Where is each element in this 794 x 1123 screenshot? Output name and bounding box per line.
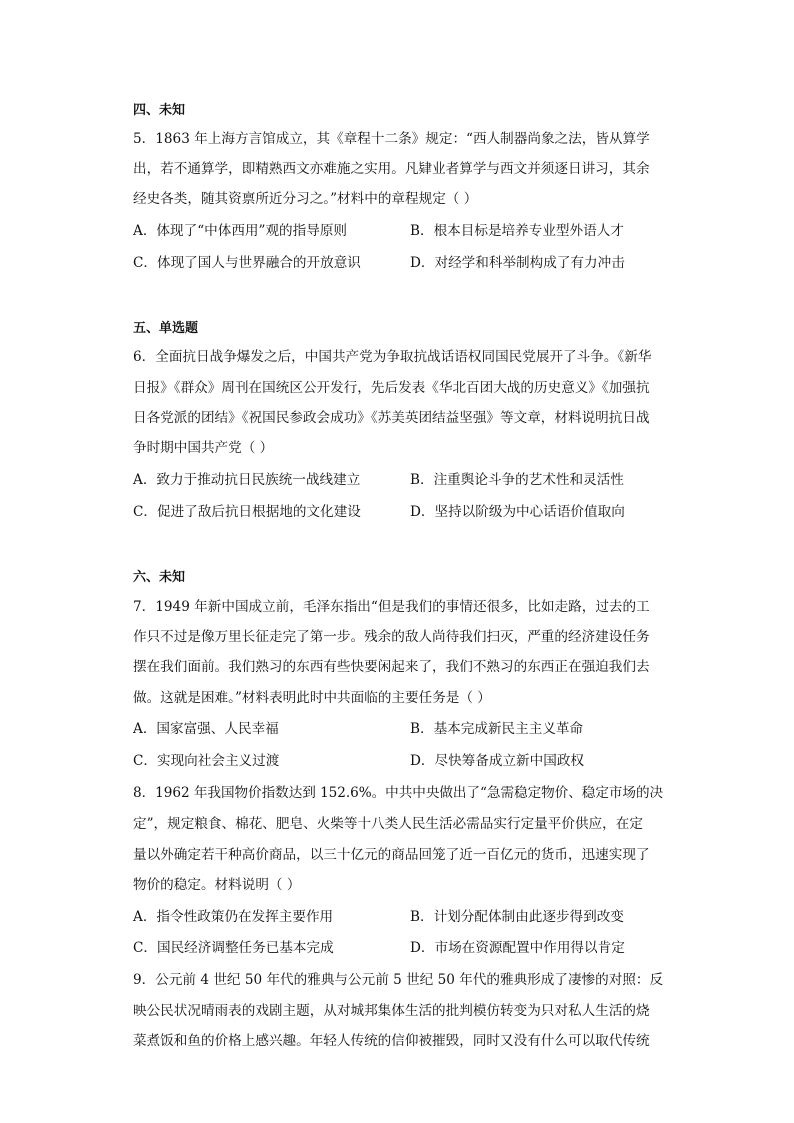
- option-b[interactable]: B．计划分配体制由此逐步得到改变: [410, 909, 624, 925]
- question-text-line: 做。这就是困难。”材料表明此时中共面临的主要任务是（ ）: [133, 690, 491, 706]
- option-d[interactable]: D．对经学和科举制构成了有力冲击: [410, 255, 625, 271]
- question-text-line: 日报》《群众》周刊在国统区公开发行，先后发表《华北百团大战的历史意义》《加强抗: [133, 380, 650, 396]
- option-a[interactable]: A．体现了“中体西用”观的指导原则: [133, 223, 348, 239]
- option-c[interactable]: C．实现向社会主义过渡: [133, 753, 280, 769]
- question-text-line: 6．全面抗日战争爆发之后，中国共产党为争取抗战话语权同国民党展开了斗争。《新华: [133, 349, 652, 365]
- question-text-line: 8．1962 年我国物价指数达到 152.6%。中共中央做出了“急需稳定物价、稳定市场的决: [133, 785, 664, 801]
- question-text-line: 量以外确定若干种高价商品，以三十亿元的商品回笼了近一百亿元的货币，迅速实现了: [133, 847, 650, 863]
- section-heading: 四、未知: [133, 103, 186, 118]
- option-c[interactable]: C．促进了敌后抗日根据地的文化建设: [133, 504, 361, 520]
- option-b[interactable]: B．根本目标是培养专业型外语人才: [410, 223, 624, 239]
- question-text-line: 日各党派的团结》《祝国民参政会成功》《苏美英团结益坚强》等文章，材料说明抗日战: [133, 410, 650, 426]
- option-b[interactable]: B．基本完成新民主主义革命: [410, 721, 584, 737]
- section-heading: 六、未知: [133, 570, 186, 585]
- option-a[interactable]: A．国家富强、人民幸福: [133, 721, 279, 737]
- option-d[interactable]: D．尽快筹备成立新中国政权: [410, 753, 585, 769]
- question-text-line: 映公民状况晴雨表的戏剧主题，从对城邦集体生活的批判模仿转变为只对私人生活的烧: [133, 1003, 650, 1019]
- question-text-line: 9．公元前 4 世纪 50 年代的雅典与公元前 5 世纪 50 年代的雅典形成了凄惨的对照：反: [133, 972, 664, 988]
- question-text-line: 定”，规定粮食、棉花、肥皂、火柴等十八类人民生活必需品实行定量平价供应，在定: [133, 816, 643, 832]
- question-text-line: 出，若不通算学，即精熟西文亦难施之实用。凡肄业者算学与西文并须逐日讲习，其余: [133, 161, 650, 177]
- option-d[interactable]: D．市场在资源配置中作用得以肯定: [410, 940, 625, 956]
- question-text-line: 7．1949 年新中国成立前，毛泽东指出“但是我们的事情还很多，比如走路，过去的工: [133, 599, 650, 615]
- question-text-line: 物价的稳定。材料说明（ ）: [133, 877, 301, 893]
- option-a[interactable]: A．指令性政策仍在发挥主要作用: [133, 909, 334, 925]
- option-d[interactable]: D．坚持以阶级为中心话语价值取向: [410, 504, 625, 520]
- option-b[interactable]: B．注重舆论斗争的艺术性和灵活性: [410, 472, 624, 488]
- question-text-line: 菜煮饭和鱼的价格上感兴趣。年轻人传统的信仰被摧毁，同时又没有什么可以取代传统: [133, 1033, 650, 1049]
- option-a[interactable]: A．致力于推动抗日民族统一战线建立: [133, 472, 361, 488]
- question-text-line: 5．1863 年上海方言馆成立，其《章程十二条》规定：“西人制器尚象之法，皆从算学: [133, 131, 650, 147]
- question-text-line: 争时期中国共产党（ ）: [133, 440, 274, 456]
- section-heading: 五、单选题: [133, 321, 199, 336]
- option-c[interactable]: C．国民经济调整任务已基本完成: [133, 940, 334, 956]
- question-text-line: 摆在我们面前。我们熟习的东西有些快要闲起来了，我们不熟习的东西正在强迫我们去: [133, 659, 650, 675]
- option-c[interactable]: C．体现了国人与世界融合的开放意识: [133, 255, 361, 271]
- question-text-line: 作只不过是像万里长征走完了第一步。残余的敌人尚待我们扫灭，严重的经济建设任务: [133, 629, 650, 645]
- question-text-line: 经史各类，随其资禀所近分习之。”材料中的章程规定（ ）: [133, 191, 478, 207]
